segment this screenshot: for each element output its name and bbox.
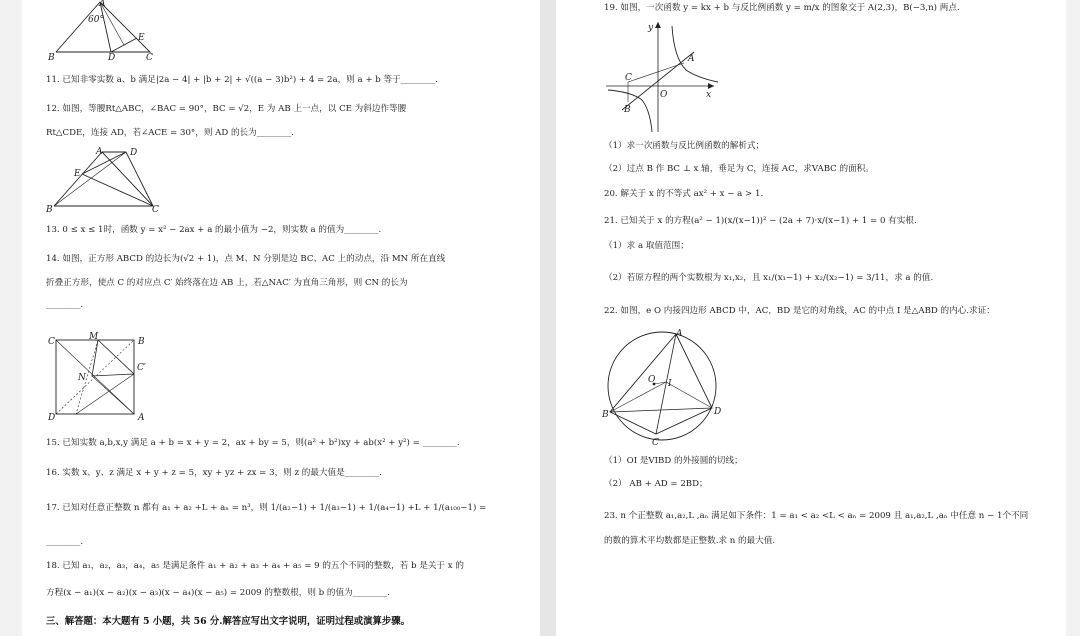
label-E: E [74, 169, 81, 179]
question-23-line1: 23. n 个正整数 a₁,a₂,L ,aₙ 满足如下条件：1 = a₁ < a₂ <L < aₙ = 2009 且 a₁,a₂,L ,aₙ 中任意 n − 1个不同 [604, 511, 1029, 521]
question-19-part2: （2）过点 B 作 BC ⊥ x 轴，垂足为 C，连接 AC，求VABC 的面积。 [604, 164, 874, 174]
document-page-right [556, 0, 1066, 636]
label-C-prime: C′ [137, 363, 146, 373]
label-A: A [688, 54, 695, 64]
label-A: A [96, 147, 103, 157]
label-D: D [48, 413, 56, 422]
question-14-line2: 折叠正方形，使点 C 的对应点 C′ 始终落在边 AB 上，若△NAC′ 为直角三角形，则 CN 的长为 [46, 278, 408, 288]
label-B: B [48, 53, 55, 62]
question-14-line3: ________. [46, 300, 84, 310]
label-x: x [706, 90, 712, 100]
section-heading-3: 三、解答题：本大题有 5 小题，共 56 分.解答应写出文字说明，证明过程或演算步骤。 [46, 616, 411, 627]
label-B: B [46, 205, 53, 214]
question-16: 16. 实数 x、y、z 满足 x + y + z = 5，xy + yz + zx = 3，则 z 的最大值是________. [46, 468, 382, 478]
question-12-line2: Rt△CDE，连接 AD，若∠ACE = 30°，则 AD 的长为________. [46, 128, 294, 138]
question-11: 11. 已知非零实数 a、b 满足|2a − 4| + |b + 2| + √((a − 3)b²) + 4 = 2a，则 a + b 等于________. [46, 75, 438, 85]
label-A: A [99, 0, 106, 9]
question-17: 17. 已知对任意正整数 n 都有 a₁ + a₂ +L + aₙ = n³，则 1/(a₂−1) + 1/(a₃−1) + 1/(a₄−1) +L + 1/(a₁₀₀−1) = [46, 503, 487, 513]
question-19-part1: （1）求一次函数与反比例函数的解析式； [604, 141, 765, 151]
label-B: B [138, 337, 145, 347]
label-D: D [714, 407, 722, 417]
document-page-left [22, 0, 540, 636]
question-15: 15. 已知实数 a,b,x,y 满足 a + b = x + y = 2，ax + by = 5，则(a² + b²)xy + ab(x² + y²) = ________. [46, 438, 460, 448]
label-O: O [660, 90, 668, 100]
label-y: y [648, 23, 654, 33]
label-B: B [624, 105, 631, 115]
question-13: 13. 0 ≤ x ≤ 1时，函数 y = x² − 2ax + a 的最小值为 −2，则实数 a 的值为________. [46, 225, 382, 235]
label-angle: 60° [88, 15, 104, 25]
label-D: D [108, 53, 116, 62]
label-C: C [625, 73, 632, 83]
label-O: O [648, 375, 656, 385]
label-C: C [48, 337, 55, 347]
figure-triangle-top [46, 0, 186, 62]
label-C: C [652, 438, 659, 448]
label-A: A [138, 413, 145, 422]
figure-q12 [46, 146, 196, 214]
label-C: C [146, 53, 153, 62]
label-A: A [676, 329, 683, 339]
question-18-line1: 18. 已知 a₁，a₂，a₃，a₄，a₅ 是满足条件 a₁ + a₂ + a₃ + a₄ + a₅ = 9 的五个不同的整数，若 b 是关于 x 的 [46, 561, 464, 571]
question-21-part1: （1）求 a 取值范围； [604, 241, 689, 251]
figure-q22 [602, 326, 732, 450]
label-C: C [152, 205, 159, 214]
question-18-line2: 方程(x − a₁)(x − a₂)(x − a₃)(x − a₄)(x − a₅) = 2009 的整数根，则 b 的值为________. [46, 588, 390, 598]
question-21-part2: （2）若原方程的两个实数根为 x₁,x₂，且 x₁/(x₁−1) + x₂/(x₂−1) = 3/11，求 a 的值. [604, 273, 934, 283]
figure-q14 [46, 330, 186, 422]
question-21: 21. 已知关于 x 的方程(a² − 1)(x/(x−1))² − (2a + 7)·x/(x−1) + 1 = 0 有实根. [604, 216, 917, 226]
figure-q19 [602, 18, 732, 136]
question-14-line1: 14. 如图，正方形 ABCD 的边长为(√2 + 1)，点 M、N 分别是边 BC、AC 上的动点，沿 MN 所在直线 [46, 254, 446, 264]
question-23-line2: 的数的算术平均数都是正整数.求 n 的最大值. [604, 536, 776, 546]
question-22-part2: （2） AB + AD = 2BD； [604, 479, 708, 489]
label-E: E [138, 33, 145, 43]
label-N: N [78, 373, 86, 383]
question-22-part1: （1）OI 是VIBD 的外接圆的切线； [604, 456, 743, 466]
question-20: 20. 解关于 x 的不等式 ax² + x − a > 1. [604, 189, 764, 199]
label-B: B [602, 410, 609, 420]
question-17-blank: ________. [46, 537, 84, 547]
label-M: M [89, 332, 99, 342]
label-I: I [668, 379, 672, 389]
question-22: 22. 如图，e O 内接四边形 ABCD 中，AC，BD 是它的对角线，AC 的中点 I 是△ABD 的内心.求证： [604, 306, 995, 316]
label-D: D [130, 148, 138, 158]
question-19: 19. 如图，一次函数 y = kx + b 与反比例函数 y = m/x 的图象交于 A(2,3)，B(−3,n) 两点. [604, 3, 960, 13]
question-12-line1: 12. 如图，等腰Rt△ABC，∠BAC = 90°，BC = √2，E 为 AB 上一点，以 CE 为斜边作等腰 [46, 104, 407, 114]
page-gap [540, 0, 556, 636]
